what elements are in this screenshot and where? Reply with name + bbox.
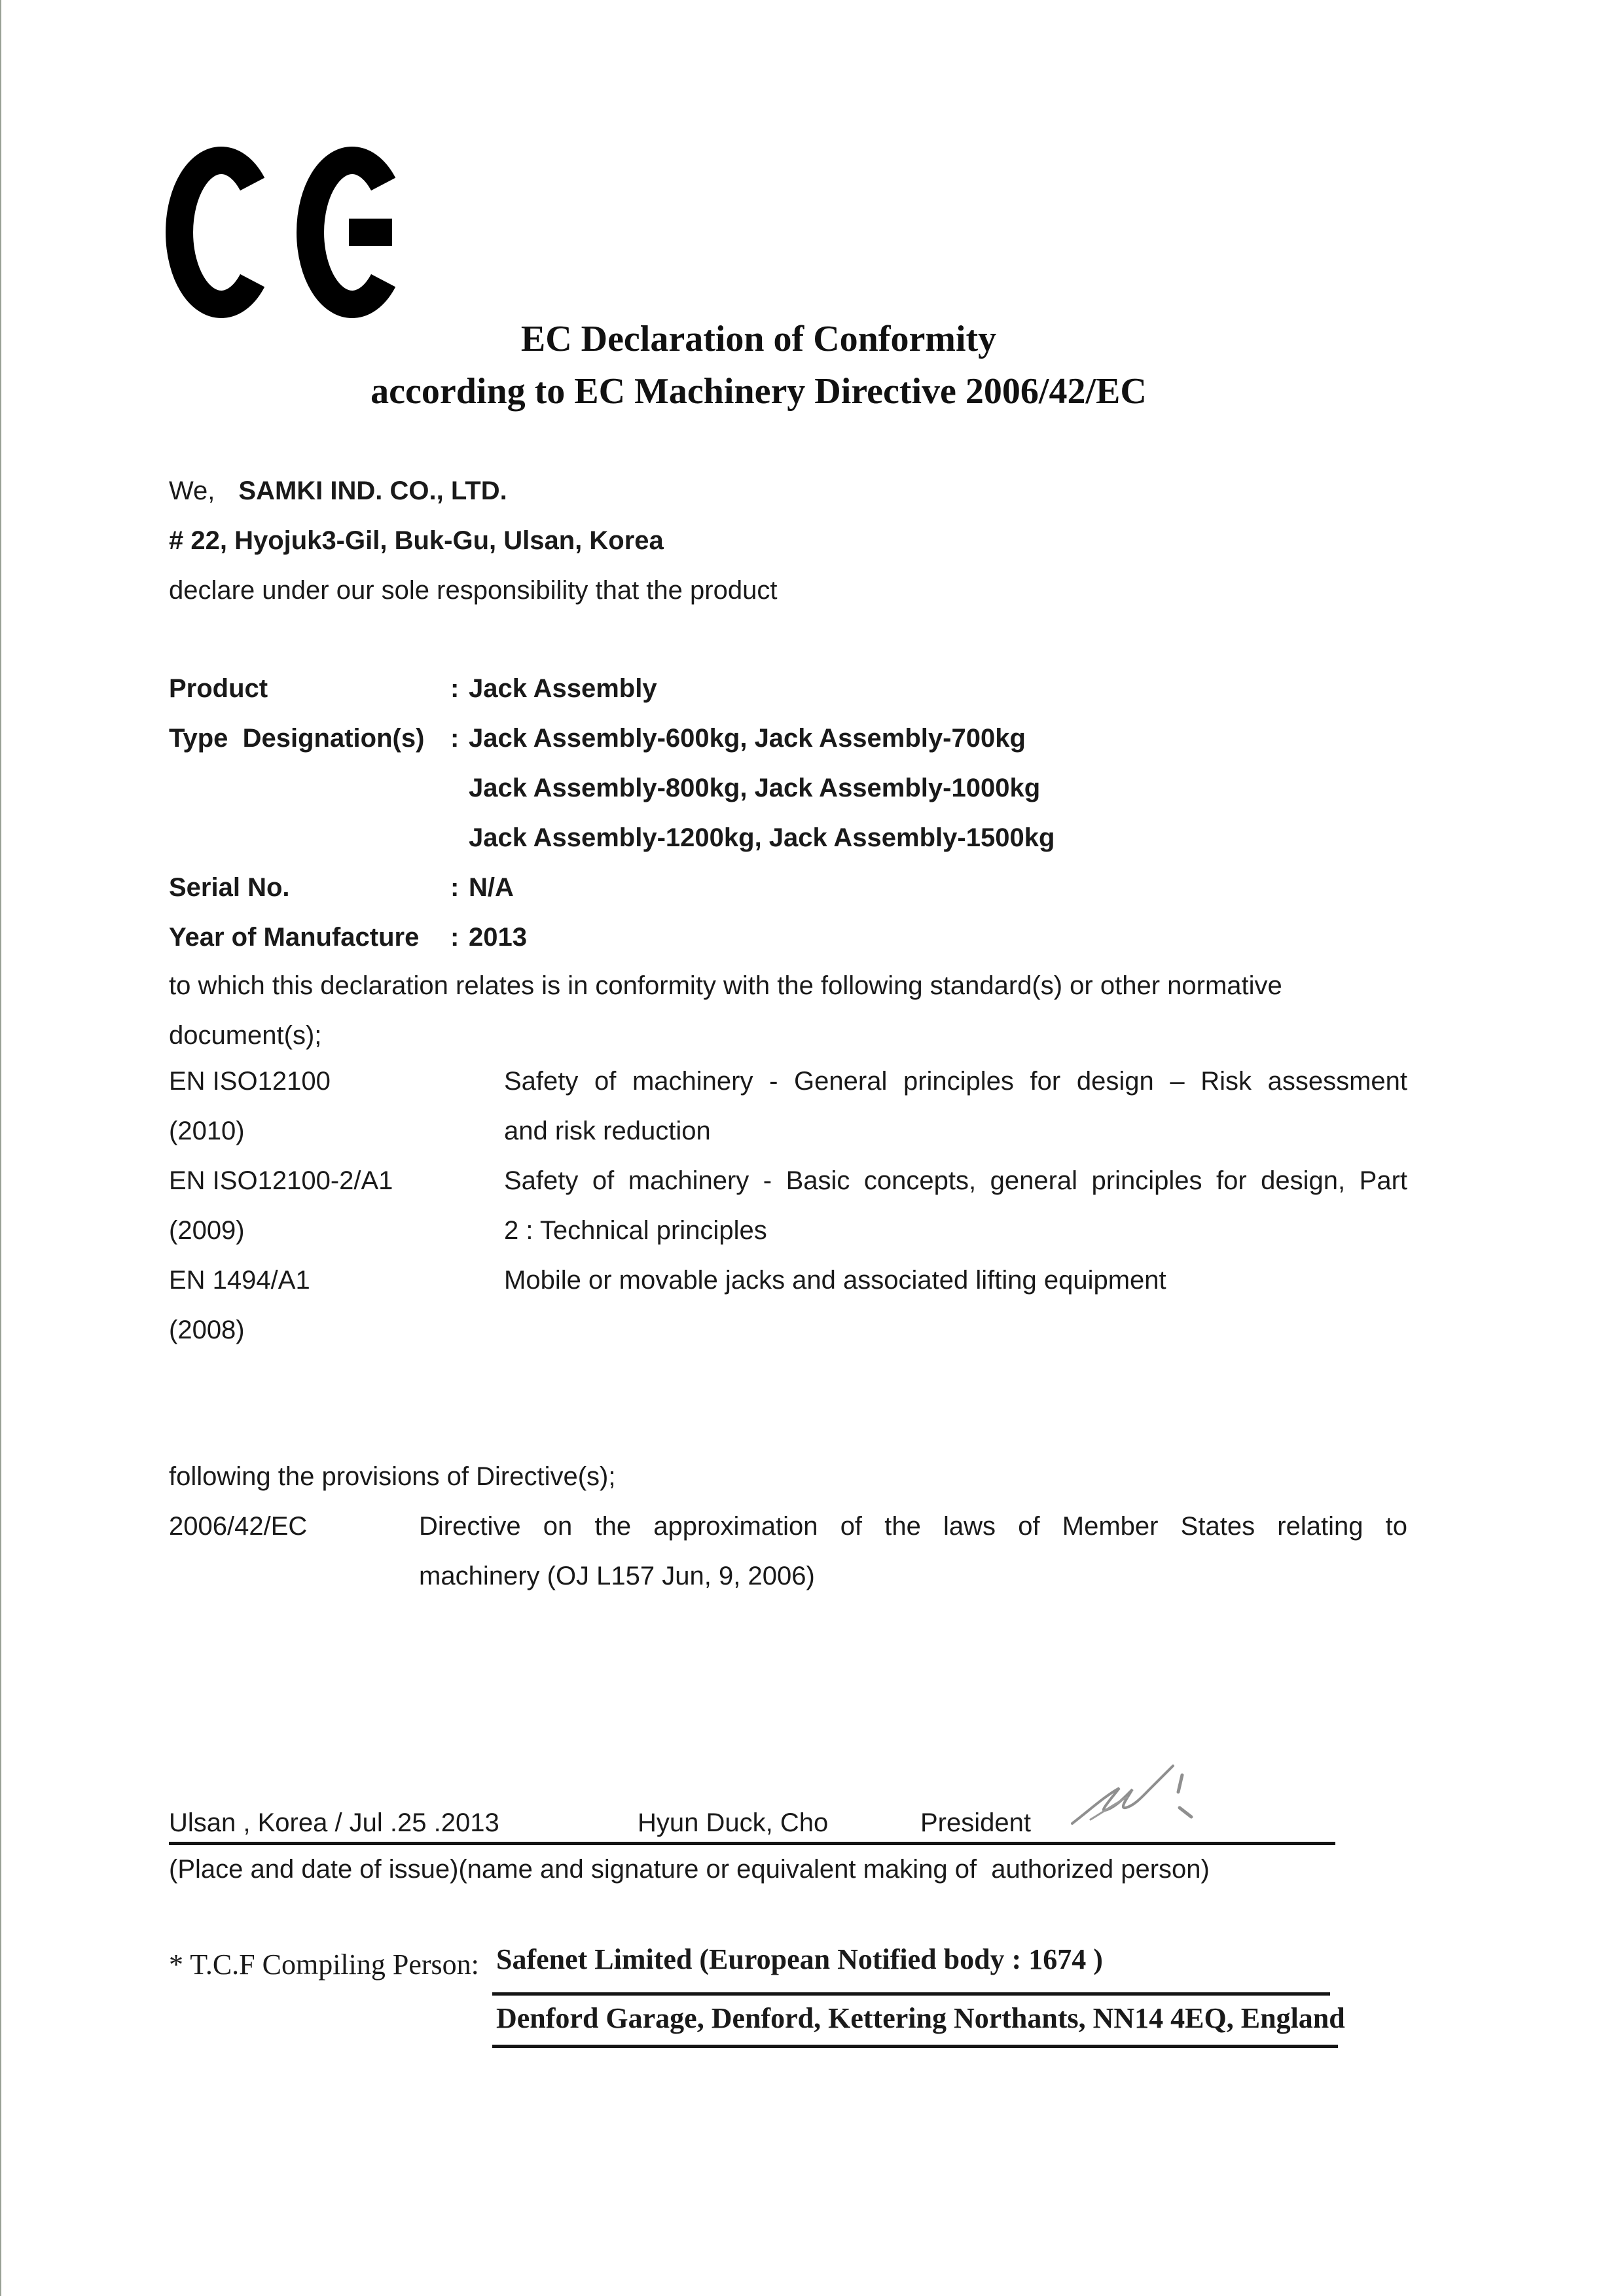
product-value: Jack Assembly	[469, 674, 657, 703]
product-label: Product	[169, 674, 268, 703]
serial-no-row	[169, 863, 1055, 912]
tcf-underline	[492, 2045, 1338, 2048]
directive-id: 2006/42/EC	[169, 1512, 308, 1541]
standard-description	[504, 1305, 1407, 1355]
colon-separator: :	[450, 724, 460, 753]
handwritten-signature	[1067, 1757, 1204, 1852]
standard-description: Mobile or movable jacks and associated lifting equipment	[504, 1266, 1166, 1295]
company-address: # 22, Hyojuk3-Gil, Buk-Gu, Ulsan, Korea	[169, 526, 664, 555]
tcf-compiling-person-label: * T.C.F Compiling Person:	[169, 1948, 479, 1981]
ce-mark-logo	[162, 145, 406, 323]
serial-no-label: Serial No.	[169, 873, 290, 902]
standard-row	[169, 1156, 1407, 1206]
type-designation-value: Jack Assembly-1200kg, Jack Assembly-1500kg	[469, 823, 1055, 852]
conformity-statement	[169, 961, 1282, 1060]
standard-row	[169, 1305, 1407, 1355]
intro-company-line	[169, 466, 777, 516]
declaration-statement: declare under our sole responsibility that the product	[169, 576, 778, 605]
we-label: We,	[169, 476, 215, 505]
serial-no-value: N/A	[469, 873, 514, 902]
tcf-underline	[492, 1992, 1330, 1996]
standards-list	[169, 1056, 1407, 1355]
standard-year: (2009)	[169, 1216, 245, 1245]
product-row	[169, 664, 1055, 713]
colon-separator: :	[450, 923, 460, 952]
type-designation-value: Jack Assembly-800kg, Jack Assembly-1000kg	[469, 774, 1041, 802]
directive-description: machinery (OJ L157 Jun, 9, 2006)	[419, 1562, 815, 1590]
standard-name: EN ISO12100-2/A1	[169, 1166, 393, 1195]
standard-row	[169, 1106, 1407, 1156]
signatory-name: Hyun Duck, Cho	[638, 1808, 829, 1837]
conformity-line-2: document(s);	[169, 1021, 322, 1050]
type-designation-continuation-row	[169, 763, 1055, 813]
company-name: SAMKI IND. CO., LTD.	[238, 476, 507, 505]
type-designation-value: Jack Assembly-600kg, Jack Assembly-700kg	[469, 724, 1026, 753]
ce-letter-c	[179, 160, 253, 304]
standard-row	[169, 1056, 1407, 1106]
standard-year: (2010)	[169, 1117, 245, 1145]
type-designation-continuation-row	[169, 813, 1055, 863]
conformity-line-1: to which this declaration relates is in conformity with the following standard(s) or other normative	[169, 971, 1282, 1000]
standard-description: 2 : Technical principles	[504, 1216, 767, 1245]
ce-mark-graphic	[162, 145, 406, 319]
tcf-organization: Safenet Limited (European Notified body : 1674 )	[496, 1943, 1103, 1975]
signatory-role: President	[920, 1808, 1031, 1837]
colon-separator: :	[450, 674, 460, 703]
signature-caption: (Place and date of issue)(name and signature or equivalent making of authorized person)	[169, 1855, 1210, 1884]
title-line-2: according to EC Machinery Directive 2006/42/EC	[370, 371, 1147, 412]
type-designation-row	[169, 713, 1055, 763]
directive-description: Directive on the approximation of the laws of Member States relating to	[419, 1512, 1407, 1541]
signature-line	[169, 1800, 1335, 1845]
standard-name: EN 1494/A1	[169, 1266, 310, 1295]
standard-row	[169, 1255, 1407, 1305]
directive-row	[169, 1501, 1407, 1551]
tcf-organization-address: Denford Garage, Denford, Kettering Northants, NN14 4EQ, England	[496, 2002, 1345, 2034]
standard-description: Safety of machinery - General principles for design – Risk assessment	[504, 1067, 1407, 1096]
product-details-block	[169, 664, 1055, 962]
scan-edge-artifact	[0, 0, 1, 2296]
year-of-manufacture-row	[169, 912, 1055, 962]
standard-name: EN ISO12100	[169, 1067, 331, 1096]
standard-description: and risk reduction	[504, 1117, 711, 1145]
year-label: Year of Manufacture	[169, 923, 420, 952]
standard-row	[169, 1206, 1407, 1255]
standard-description: Safety of machinery - Basic concepts, general principles for design, Part	[504, 1166, 1407, 1195]
provisions-intro: following the provisions of Directive(s);	[169, 1462, 616, 1491]
place-and-date: Ulsan , Korea / Jul .25 .2013	[169, 1808, 499, 1837]
intro-block	[169, 466, 777, 615]
document-title	[169, 313, 1348, 418]
directive-continuation-row	[169, 1551, 1407, 1601]
year-value: 2013	[469, 923, 527, 952]
standard-year: (2008)	[169, 1316, 245, 1344]
title-line-1: EC Declaration of Conformity	[520, 319, 997, 359]
ce-letter-e-bar	[349, 219, 392, 246]
type-designation-label: Type Designation(s)	[169, 724, 425, 753]
colon-separator: :	[450, 873, 460, 902]
provisions-block	[169, 1452, 1407, 1601]
